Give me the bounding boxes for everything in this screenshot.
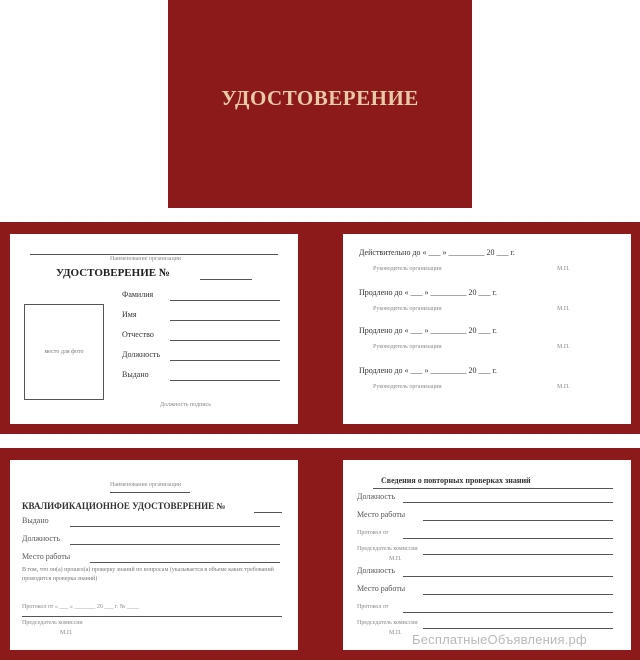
field-line bbox=[90, 562, 280, 563]
field-line bbox=[403, 576, 613, 577]
field-label: Место работы bbox=[22, 552, 71, 561]
field-label: Выдано bbox=[122, 370, 149, 379]
organization-note: Наименование организации bbox=[110, 482, 182, 488]
protocol-label: Протокол от bbox=[357, 530, 389, 536]
number-line bbox=[200, 279, 252, 280]
field-label: Должность bbox=[357, 566, 396, 575]
field-line bbox=[423, 520, 613, 521]
field-label: Должность bbox=[22, 534, 61, 543]
field-label: Отчество bbox=[122, 330, 154, 339]
protocol-row: Протокол от « ___ » _______ 20 ___ г. № ____ bbox=[22, 604, 139, 610]
field-line bbox=[403, 538, 613, 539]
stamp-note: М.П. bbox=[557, 344, 570, 350]
field-line bbox=[170, 360, 280, 361]
field-line bbox=[170, 340, 280, 341]
field-line bbox=[170, 320, 280, 321]
field-line bbox=[423, 554, 613, 555]
field-line bbox=[22, 616, 282, 617]
chairman-label: Председатель комиссии bbox=[22, 620, 83, 626]
stamp-note: М.П. bbox=[557, 306, 570, 312]
certificate-heading: УДОСТОВЕРЕНИЕ № bbox=[56, 267, 170, 279]
validity-row: Действительно до « ___ » _________ 20 ___ г. bbox=[359, 248, 515, 257]
extension-row: Продлено до « ___ » _________ 20 ___ г. bbox=[359, 288, 497, 297]
field-label: Место работы bbox=[357, 584, 406, 593]
inner-page-left-bottom bbox=[10, 460, 298, 650]
field-label: Имя bbox=[122, 310, 137, 319]
exam-body-text: В том, что он(а) прошел(а) проверку знаний по вопросам (указывается в объеме каких требований проводится проверка знаний) bbox=[22, 567, 274, 582]
field-line bbox=[170, 300, 280, 301]
qualification-heading: КВАЛИФИКАЦИОННОЕ УДОСТОВЕРЕНИЕ № bbox=[22, 501, 226, 511]
field-line bbox=[70, 544, 280, 545]
extension-sub: Руководитель организации bbox=[373, 344, 442, 350]
field-label: Место работы bbox=[357, 510, 406, 519]
cover-title: УДОСТОВЕРЕНИЕ bbox=[221, 85, 419, 110]
stamp-note: М.П. bbox=[557, 384, 570, 390]
field-label: Должность bbox=[122, 350, 161, 359]
stamp-note: М.П. bbox=[389, 556, 402, 562]
extension-sub: Руководитель организации bbox=[373, 306, 442, 312]
number-line bbox=[254, 512, 282, 513]
extension-sub: Руководитель организации bbox=[373, 384, 442, 390]
divider bbox=[110, 492, 190, 493]
inner-page-left-top bbox=[10, 234, 298, 424]
divider bbox=[373, 488, 613, 489]
inner-page-right-bottom bbox=[343, 460, 631, 650]
field-line bbox=[423, 594, 613, 595]
photo-placeholder: место для фото bbox=[24, 304, 104, 400]
field-line bbox=[403, 612, 613, 613]
stamp-note: М.П. bbox=[60, 630, 73, 636]
field-line bbox=[170, 380, 280, 381]
site-watermark: БесплатныеОбъявления.рф bbox=[412, 632, 587, 647]
organization-note: Наименование организации bbox=[110, 256, 182, 262]
chairman-label: Председатель комиссии bbox=[357, 620, 418, 626]
extension-row: Продлено до « ___ » _________ 20 ___ г. bbox=[359, 326, 497, 335]
field-label: Должность bbox=[357, 492, 396, 501]
chairman-label: Председатель комиссии bbox=[357, 546, 418, 552]
stamp-note: М.П. bbox=[557, 266, 570, 272]
divider bbox=[30, 254, 278, 255]
field-label: Фамилия bbox=[122, 290, 154, 299]
rechecks-heading: Сведения о повторных проверках знаний bbox=[381, 476, 531, 485]
field-line bbox=[403, 502, 613, 503]
signature-note: Должность подпись bbox=[160, 402, 211, 408]
protocol-label: Протокол от bbox=[357, 604, 389, 610]
field-line bbox=[70, 526, 280, 527]
stamp-note: М.П. bbox=[389, 630, 402, 636]
field-line bbox=[423, 628, 613, 629]
validity-sub: Руководитель организации bbox=[373, 266, 442, 272]
certificate-cover bbox=[168, 0, 472, 208]
extension-row: Продлено до « ___ » _________ 20 ___ г. bbox=[359, 366, 497, 375]
inner-page-right-top bbox=[343, 234, 631, 424]
field-label: Выдано bbox=[22, 516, 49, 525]
